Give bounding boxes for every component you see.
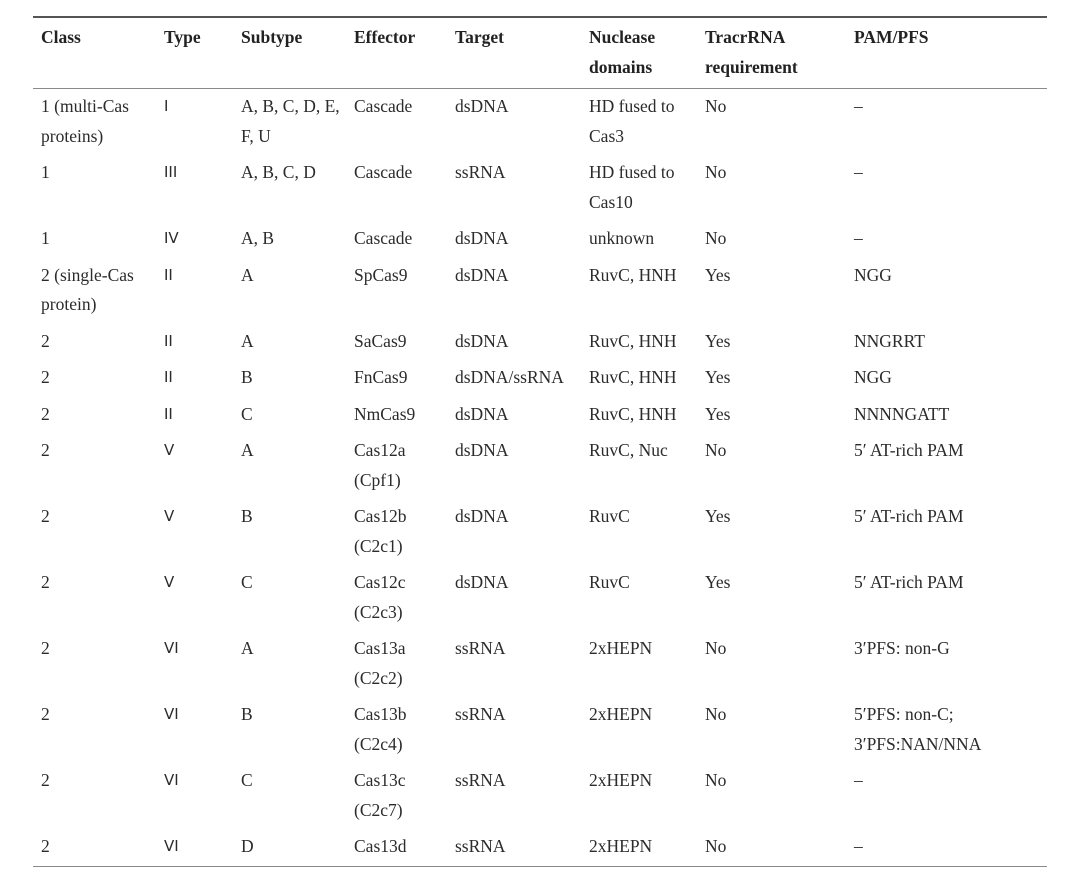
table-row bbox=[33, 221, 1047, 258]
header-target: Target bbox=[455, 27, 504, 47]
cell-pam-pfs: 5′ AT-rich PAM bbox=[854, 440, 964, 460]
cell-nuclease-domains: RuvC, HNH bbox=[589, 367, 677, 387]
cell-target: ssRNA bbox=[455, 770, 506, 790]
cell-tracrrna: Yes bbox=[705, 506, 731, 526]
cell-subtype: D bbox=[241, 836, 254, 856]
cell-tracrrna: No bbox=[705, 704, 727, 724]
cell-target: dsDNA bbox=[455, 403, 509, 424]
cell-class: 2 bbox=[41, 836, 50, 856]
cell-class: 2 bbox=[41, 367, 50, 387]
cell-effector: SpCas9 bbox=[354, 264, 408, 285]
header-subtype: Subtype bbox=[241, 27, 303, 47]
cell-nuclease-domains: RuvC bbox=[589, 572, 630, 592]
header-effector: Effector bbox=[354, 27, 416, 47]
cell-pam-pfs: – bbox=[854, 96, 863, 116]
table-row bbox=[33, 155, 1047, 221]
cell-pam-pfs: 5′PFS: non-C; 3′PFS:NAN/NNA bbox=[854, 704, 982, 754]
cell-type: VI bbox=[164, 705, 179, 723]
cell-tracrrna: Yes bbox=[705, 264, 731, 285]
cell-nuclease-domains: RuvC, HNH bbox=[589, 264, 677, 285]
cell-effector: Cas13a (C2c2) bbox=[354, 638, 406, 688]
cell-pam-pfs: – bbox=[854, 162, 863, 182]
table-row bbox=[33, 89, 1047, 156]
cell-target: dsDNA bbox=[455, 96, 509, 116]
cell-effector: Cascade bbox=[354, 228, 413, 248]
cell-pam-pfs: – bbox=[854, 228, 863, 248]
cell-type: III bbox=[164, 163, 178, 181]
cell-class: 2 bbox=[41, 403, 50, 424]
cell-effector: SaCas9 bbox=[354, 330, 407, 351]
cell-target: ssRNA bbox=[455, 836, 506, 856]
crispr-classification-table bbox=[33, 16, 1047, 867]
cell-subtype: B bbox=[241, 704, 253, 724]
cell-pam-pfs: NNGRRT bbox=[854, 330, 925, 351]
cell-subtype: B bbox=[241, 367, 253, 387]
cell-class: 1 bbox=[41, 162, 50, 182]
table-row bbox=[33, 258, 1047, 324]
cell-tracrrna: No bbox=[705, 638, 727, 658]
cell-effector: Cascade bbox=[354, 96, 413, 116]
cell-nuclease-domains: 2xHEPN bbox=[589, 770, 653, 790]
cell-class: 2 bbox=[41, 770, 50, 790]
cell-pam-pfs: – bbox=[854, 836, 863, 856]
cell-target: ssRNA bbox=[455, 638, 506, 658]
cell-subtype: A bbox=[241, 638, 254, 658]
cell-nuclease-domains: 2xHEPN bbox=[589, 836, 653, 856]
cell-target: ssRNA bbox=[455, 704, 506, 724]
cell-subtype: B bbox=[241, 506, 253, 526]
cell-subtype: C bbox=[241, 403, 253, 424]
cell-effector: Cas12c (C2c3) bbox=[354, 572, 406, 622]
cell-class: 2 bbox=[41, 572, 50, 592]
cell-subtype: A bbox=[241, 440, 254, 460]
cell-class: 2 (single-Cas protein) bbox=[41, 264, 134, 314]
cell-type: IV bbox=[164, 229, 179, 247]
cell-nuclease-domains: RuvC, HNH bbox=[589, 330, 677, 351]
cell-pam-pfs: 5′ AT-rich PAM bbox=[854, 506, 964, 526]
cell-tracrrna: No bbox=[705, 770, 727, 790]
cell-nuclease-domains: 2xHEPN bbox=[589, 638, 653, 658]
cell-subtype: C bbox=[241, 572, 253, 592]
cell-pam-pfs: NNNNGATT bbox=[854, 403, 950, 424]
cell-target: ssRNA bbox=[455, 162, 506, 182]
cell-class: 2 bbox=[41, 704, 50, 724]
cell-type: VI bbox=[164, 639, 179, 657]
cell-subtype: A bbox=[241, 264, 254, 285]
header-tracrrna-requirement: TracrRNA requirement bbox=[705, 27, 798, 77]
cell-subtype: A, B, C, D, E, F, U bbox=[241, 96, 340, 146]
header-class: Class bbox=[41, 27, 81, 47]
table-row bbox=[33, 565, 1047, 631]
cell-nuclease-domains: HD fused to Cas3 bbox=[589, 96, 675, 146]
header-type: Type bbox=[164, 27, 201, 47]
cell-effector: Cas13b (C2c4) bbox=[354, 704, 407, 754]
table-row bbox=[33, 433, 1047, 499]
cell-type: I bbox=[164, 97, 169, 115]
cell-nuclease-domains: RuvC, HNH bbox=[589, 403, 677, 424]
cell-type: V bbox=[164, 573, 175, 591]
cell-type: II bbox=[164, 404, 173, 423]
table-row bbox=[33, 499, 1047, 565]
cell-type: II bbox=[164, 265, 173, 284]
cell-tracrrna: No bbox=[705, 228, 727, 248]
cell-tracrrna: No bbox=[705, 440, 727, 460]
cell-pam-pfs: – bbox=[854, 770, 863, 790]
cell-nuclease-domains: HD fused to Cas10 bbox=[589, 162, 675, 212]
cell-type: V bbox=[164, 507, 175, 525]
cell-effector: Cas12a (Cpf1) bbox=[354, 440, 406, 490]
cell-target: dsDNA/ssRNA bbox=[455, 367, 564, 387]
cell-class: 2 bbox=[41, 440, 50, 460]
cell-pam-pfs: 5′ AT-rich PAM bbox=[854, 572, 964, 592]
cell-type: VI bbox=[164, 771, 179, 789]
cell-target: dsDNA bbox=[455, 440, 509, 460]
cell-target: dsDNA bbox=[455, 228, 509, 248]
cell-nuclease-domains: RuvC, Nuc bbox=[589, 440, 668, 460]
crispr-classification-table-container bbox=[33, 16, 1047, 867]
cell-tracrrna: No bbox=[705, 96, 727, 116]
cell-tracrrna: No bbox=[705, 162, 727, 182]
table-row bbox=[33, 763, 1047, 829]
cell-type: VI bbox=[164, 837, 179, 855]
cell-effector: Cas12b (C2c1) bbox=[354, 506, 407, 556]
table-row bbox=[33, 397, 1047, 434]
cell-class: 1 bbox=[41, 228, 50, 248]
cell-tracrrna: No bbox=[705, 836, 727, 856]
cell-pam-pfs: NGG bbox=[854, 264, 892, 285]
cell-effector: NmCas9 bbox=[354, 403, 416, 424]
cell-effector: FnCas9 bbox=[354, 367, 408, 387]
cell-subtype: A, B bbox=[241, 228, 275, 248]
cell-tracrrna: Yes bbox=[705, 572, 731, 592]
cell-subtype: A bbox=[241, 330, 254, 351]
cell-subtype: A, B, C, D bbox=[241, 162, 316, 182]
table-row bbox=[33, 829, 1047, 866]
table-header bbox=[33, 17, 1047, 89]
cell-pam-pfs: NGG bbox=[854, 367, 892, 387]
cell-effector: Cas13c (C2c7) bbox=[354, 770, 406, 820]
cell-class: 2 bbox=[41, 330, 50, 351]
cell-class: 1 (multi-Cas proteins) bbox=[41, 96, 129, 146]
table-body bbox=[33, 89, 1047, 867]
cell-class: 2 bbox=[41, 638, 50, 658]
cell-target: dsDNA bbox=[455, 572, 509, 592]
cell-subtype: C bbox=[241, 770, 253, 790]
cell-target: dsDNA bbox=[455, 330, 509, 351]
cell-type: II bbox=[164, 368, 173, 386]
cell-effector: Cas13d bbox=[354, 836, 407, 856]
cell-target: dsDNA bbox=[455, 506, 509, 526]
table-row bbox=[33, 324, 1047, 361]
header-pam-pfs: PAM/PFS bbox=[854, 27, 929, 47]
header-nuclease-domains: Nuclease domains bbox=[589, 27, 656, 77]
table-row bbox=[33, 631, 1047, 697]
cell-effector: Cascade bbox=[354, 162, 413, 182]
table-row bbox=[33, 360, 1047, 397]
cell-tracrrna: Yes bbox=[705, 330, 731, 351]
header-row bbox=[33, 17, 1047, 89]
cell-target: dsDNA bbox=[455, 264, 509, 285]
cell-pam-pfs: 3′PFS: non-G bbox=[854, 638, 950, 658]
cell-class: 2 bbox=[41, 506, 50, 526]
cell-type: II bbox=[164, 331, 173, 350]
cell-nuclease-domains: RuvC bbox=[589, 506, 630, 526]
cell-tracrrna: Yes bbox=[705, 367, 731, 387]
cell-nuclease-domains: 2xHEPN bbox=[589, 704, 653, 724]
cell-tracrrna: Yes bbox=[705, 403, 731, 424]
table-row bbox=[33, 697, 1047, 763]
cell-type: V bbox=[164, 441, 175, 459]
cell-nuclease-domains: unknown bbox=[589, 228, 655, 248]
